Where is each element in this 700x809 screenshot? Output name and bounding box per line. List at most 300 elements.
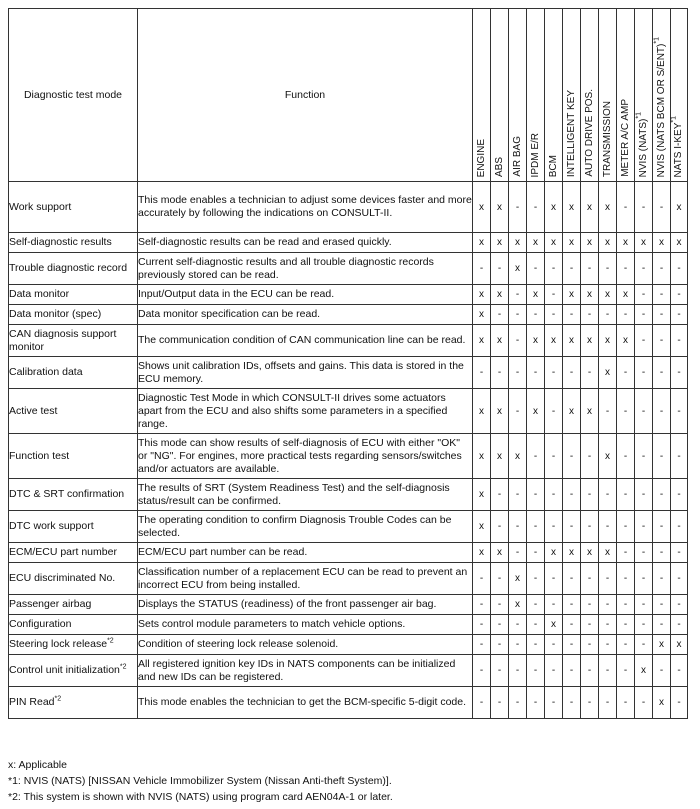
applicability-cell: - [473, 655, 491, 687]
applicability-cell: x [671, 233, 688, 253]
applicability-cell: - [491, 253, 509, 285]
applicability-cell: - [563, 655, 581, 687]
system-header [509, 9, 527, 182]
applicability-cell: - [653, 325, 671, 357]
applicability-cell: - [617, 511, 635, 543]
applicability-cell: - [491, 305, 509, 325]
applicability-cell: - [599, 563, 617, 595]
applicability-cell: - [653, 615, 671, 635]
mode-cell [9, 389, 138, 434]
mode-label: PIN Read [9, 696, 55, 708]
system-header [653, 9, 671, 182]
applicability-cell: - [653, 357, 671, 389]
table-row [9, 595, 688, 615]
applicability-cell: x [491, 543, 509, 563]
function-cell: Diagnostic Test Mode in which CONSULT-II drives some actuators apart from the ECU and also shifts some parameters in a specified range. [138, 389, 473, 434]
applicability-cell: - [635, 595, 653, 615]
function-cell: Current self-diagnostic results and all trouble diagnostic records previously stored can be read. [138, 253, 473, 285]
applicability-cell: x [491, 389, 509, 434]
applicability-cell: x [581, 543, 599, 563]
applicability-cell: - [617, 563, 635, 595]
system-label: TRANSMISSION [601, 100, 613, 177]
applicability-cell: - [671, 511, 688, 543]
mode-column-header: Diagnostic test mode [9, 9, 138, 182]
applicability-cell: x [545, 543, 563, 563]
applicability-cell: - [617, 635, 635, 655]
table-row [9, 635, 688, 655]
applicability-cell: x [473, 285, 491, 305]
mode-label: ECU discriminated No. [9, 572, 116, 584]
applicability-cell: - [653, 389, 671, 434]
applicability-cell: x [545, 233, 563, 253]
applicability-cell: - [527, 253, 545, 285]
applicability-cell: - [653, 563, 671, 595]
applicability-cell: - [527, 511, 545, 543]
applicability-cell: - [491, 655, 509, 687]
applicability-cell: - [599, 253, 617, 285]
applicability-cell: x [599, 357, 617, 389]
applicability-cell: x [599, 233, 617, 253]
applicability-cell: - [527, 479, 545, 511]
system-label: NVIS (NATS BCM OR S/ENT) [655, 43, 667, 177]
applicability-cell: - [635, 563, 653, 595]
function-cell: ECM/ECU part number can be read. [138, 543, 473, 563]
applicability-cell: - [617, 687, 635, 719]
applicability-cell: - [563, 434, 581, 479]
applicability-cell: x [473, 389, 491, 434]
mode-cell [9, 325, 138, 357]
applicability-cell: - [581, 305, 599, 325]
system-label: IPDM E/R [529, 132, 541, 177]
applicability-cell: x [545, 182, 563, 233]
mode-label: Function test [9, 449, 70, 462]
mode-cell [9, 285, 138, 305]
applicability-cell: - [509, 655, 527, 687]
applicability-cell: x [527, 285, 545, 305]
system-label: ENGINE [475, 138, 487, 177]
system-label: NATS I-KEY [673, 122, 684, 177]
applicability-cell: x [563, 233, 581, 253]
mode-cell [9, 305, 138, 325]
applicability-cell: x [509, 434, 527, 479]
table-row [9, 687, 688, 719]
mode-footnote-ref: *2 [54, 695, 62, 703]
function-cell: Self-diagnostic results can be read and erased quickly. [138, 233, 473, 253]
applicability-cell: - [545, 655, 563, 687]
applicability-cell: x [509, 595, 527, 615]
applicability-cell: - [599, 635, 617, 655]
mode-cell [9, 253, 138, 285]
applicability-cell: - [617, 655, 635, 687]
applicability-cell: x [581, 285, 599, 305]
footnotes [8, 757, 393, 805]
function-cell: All registered ignition key IDs in NATS components can be initialized and new IDs can be registered. [138, 655, 473, 687]
function-cell: Data monitor specification can be read. [138, 305, 473, 325]
applicability-cell: x [527, 389, 545, 434]
applicability-cell: - [599, 655, 617, 687]
applicability-cell: - [671, 305, 688, 325]
applicability-cell: - [563, 357, 581, 389]
applicability-cell: - [671, 543, 688, 563]
applicability-cell: x [599, 182, 617, 233]
applicability-cell: x [617, 285, 635, 305]
applicability-cell: x [473, 305, 491, 325]
applicability-cell: - [527, 687, 545, 719]
mode-label: Passenger airbag [9, 598, 92, 610]
applicability-cell: - [545, 357, 563, 389]
applicability-cell: - [653, 285, 671, 305]
table-row [9, 615, 688, 635]
applicability-cell: - [545, 253, 563, 285]
function-cell: Condition of steering lock release solenoid. [138, 635, 473, 655]
applicability-cell: x [581, 182, 599, 233]
mode-label: Active test [9, 404, 58, 417]
applicability-cell: - [491, 511, 509, 543]
system-header [563, 9, 581, 182]
applicability-cell: - [653, 253, 671, 285]
system-label: ABS [493, 156, 505, 177]
applicability-cell: - [473, 563, 491, 595]
applicability-cell: - [491, 563, 509, 595]
mode-cell [9, 233, 138, 253]
applicability-cell: x [563, 389, 581, 434]
applicability-cell: - [545, 389, 563, 434]
system-header [671, 9, 688, 182]
applicability-cell: - [635, 285, 653, 305]
system-label: AUTO DRIVE POS. [583, 89, 595, 177]
applicability-cell: - [581, 655, 599, 687]
applicability-cell: - [581, 563, 599, 595]
applicability-cell: - [563, 687, 581, 719]
applicability-cell: - [545, 511, 563, 543]
applicability-cell: - [581, 635, 599, 655]
applicability-cell: - [671, 389, 688, 434]
applicability-cell: - [599, 687, 617, 719]
applicability-cell: x [473, 479, 491, 511]
table-row [9, 357, 688, 389]
system-label: AIR BAG [511, 136, 523, 177]
applicability-cell: - [473, 687, 491, 719]
applicability-cell: - [653, 543, 671, 563]
table-row [9, 325, 688, 357]
applicability-cell: - [671, 285, 688, 305]
applicability-cell: x [491, 182, 509, 233]
applicability-cell: - [581, 511, 599, 543]
applicability-cell: - [563, 635, 581, 655]
applicability-cell: - [581, 479, 599, 511]
applicability-cell: x [473, 233, 491, 253]
table-row [9, 253, 688, 285]
note-2: *2: This system is shown with NVIS (NATS) using program card AEN04A-1 or later. [8, 791, 393, 803]
note-1: *1: NVIS (NATS) [NISSAN Vehicle Immobilizer System (Nissan Anti-theft System)]. [8, 775, 392, 787]
applicability-cell: - [653, 595, 671, 615]
applicability-cell: - [509, 615, 527, 635]
applicability-cell: x [491, 285, 509, 305]
applicability-cell: - [581, 357, 599, 389]
applicability-cell: - [635, 357, 653, 389]
system-header [527, 9, 545, 182]
applicability-cell: - [635, 543, 653, 563]
applicability-cell: - [473, 615, 491, 635]
mode-footnote-ref: *2 [119, 663, 127, 671]
applicability-cell: - [563, 511, 581, 543]
applicability-cell: - [473, 595, 491, 615]
applicability-cell: - [491, 479, 509, 511]
function-cell: Input/Output data in the ECU can be read. [138, 285, 473, 305]
mode-label: Steering lock release [9, 638, 108, 650]
mode-cell [9, 434, 138, 479]
mode-cell [9, 615, 138, 635]
table-row [9, 389, 688, 434]
applicability-cell: - [527, 357, 545, 389]
system-header [617, 9, 635, 182]
function-cell: This mode enables the technician to get the BCM-specific 5-digit code. [138, 687, 473, 719]
applicability-cell: x [527, 325, 545, 357]
applicability-cell: - [563, 595, 581, 615]
diagnostic-mode-table [8, 8, 688, 719]
applicability-cell: - [599, 511, 617, 543]
applicability-cell: - [671, 357, 688, 389]
mode-cell [9, 511, 138, 543]
mode-label: ECM/ECU part number [9, 546, 117, 558]
applicability-cell: - [617, 389, 635, 434]
applicability-cell: - [527, 635, 545, 655]
applicability-cell: - [545, 563, 563, 595]
applicability-cell: - [617, 434, 635, 479]
applicability-cell: - [545, 479, 563, 511]
system-label: METER A/C AMP [619, 99, 631, 177]
table-row [9, 233, 688, 253]
applicability-cell: - [617, 595, 635, 615]
applicability-cell: - [563, 253, 581, 285]
applicability-cell: x [599, 434, 617, 479]
applicability-cell: - [527, 543, 545, 563]
applicability-cell: x [653, 635, 671, 655]
mode-label: Data monitor [9, 288, 70, 300]
system-footnote-ref: *1 [635, 111, 643, 119]
applicability-cell: - [545, 687, 563, 719]
system-label: INTELLIGENT KEY [565, 89, 577, 177]
applicability-cell: - [653, 511, 671, 543]
applicability-cell: - [509, 357, 527, 389]
function-column-header: Function [138, 9, 473, 182]
table-row [9, 543, 688, 563]
applicability-cell: - [509, 285, 527, 305]
applicability-cell: - [653, 479, 671, 511]
function-cell: Classification number of a replacement ECU can be read to prevent an incorrect ECU from being installed. [138, 563, 473, 595]
applicability-cell: - [473, 635, 491, 655]
applicability-cell: - [599, 389, 617, 434]
system-header [545, 9, 563, 182]
applicability-cell: x [473, 182, 491, 233]
applicability-cell: - [527, 595, 545, 615]
function-cell: This mode enables a technician to adjust some devices faster and more accurately by following the indications on CONSULT-II. [138, 182, 473, 233]
applicability-cell: - [653, 305, 671, 325]
applicability-cell: x [545, 325, 563, 357]
applicability-cell: - [635, 511, 653, 543]
applicability-cell: - [509, 305, 527, 325]
applicability-cell: - [527, 563, 545, 595]
mode-cell [9, 563, 138, 595]
applicability-cell: - [635, 305, 653, 325]
applicability-cell: x [473, 543, 491, 563]
applicability-cell: - [545, 285, 563, 305]
applicability-cell: - [671, 595, 688, 615]
applicability-cell: x [563, 285, 581, 305]
mode-cell [9, 687, 138, 719]
table-row [9, 479, 688, 511]
mode-cell [9, 357, 138, 389]
applicability-cell: x [473, 511, 491, 543]
applicability-cell: - [617, 543, 635, 563]
system-header [473, 9, 491, 182]
applicability-cell: x [599, 543, 617, 563]
mode-cell [9, 182, 138, 233]
mode-label: CAN diagnosis support monitor [9, 327, 117, 353]
applicability-cell: - [473, 253, 491, 285]
applicability-cell: - [635, 434, 653, 479]
applicability-cell: x [473, 434, 491, 479]
system-header [581, 9, 599, 182]
applicability-cell: - [635, 325, 653, 357]
mode-label: Data monitor (spec) [9, 308, 102, 320]
system-footnote-ref: *1 [653, 36, 661, 44]
applicability-cell: - [509, 543, 527, 563]
applicability-cell: - [509, 479, 527, 511]
applicability-cell: - [671, 325, 688, 357]
function-cell: Displays the STATUS (readiness) of the front passenger air bag. [138, 595, 473, 615]
applicability-cell: - [581, 595, 599, 615]
table-row [9, 511, 688, 543]
applicability-cell: x [653, 687, 671, 719]
applicability-cell: - [563, 563, 581, 595]
system-footnote-ref: *1 [670, 115, 678, 123]
applicability-cell: - [545, 305, 563, 325]
applicability-cell: - [671, 615, 688, 635]
mode-label: DTC work support [9, 520, 94, 532]
applicability-cell: x [617, 325, 635, 357]
applicability-cell: - [527, 434, 545, 479]
applicability-cell: - [671, 563, 688, 595]
applicability-cell: - [545, 635, 563, 655]
applicability-cell: - [527, 615, 545, 635]
applicability-cell: - [617, 615, 635, 635]
applicability-cell: - [671, 253, 688, 285]
mode-cell [9, 595, 138, 615]
applicability-cell: - [581, 253, 599, 285]
applicability-cell: - [545, 434, 563, 479]
applicability-cell: x [491, 434, 509, 479]
mode-label: Control unit initialization [9, 664, 120, 676]
applicability-cell: - [671, 434, 688, 479]
function-cell: The results of SRT (System Readiness Test) and the self-diagnosis status/result can be confirmed. [138, 479, 473, 511]
applicability-cell: x [509, 253, 527, 285]
mode-footnote-ref: *2 [107, 637, 114, 645]
table-body [9, 182, 688, 719]
mode-label: Trouble diagnostic record [9, 262, 128, 274]
applicability-cell: x [671, 182, 688, 233]
applicability-cell: - [509, 635, 527, 655]
applicability-cell: - [599, 305, 617, 325]
applicability-cell: - [581, 615, 599, 635]
applicability-cell: - [617, 182, 635, 233]
applicability-cell: - [509, 511, 527, 543]
applicability-cell: - [581, 434, 599, 479]
applicability-cell: - [617, 305, 635, 325]
applicability-cell: x [545, 615, 563, 635]
applicability-cell: x [635, 655, 653, 687]
applicability-cell: - [599, 479, 617, 511]
applicability-cell: x [671, 635, 688, 655]
applicability-cell: - [491, 595, 509, 615]
applicability-cell: - [509, 389, 527, 434]
applicability-cell: x [563, 182, 581, 233]
applicability-cell: x [473, 325, 491, 357]
system-label: BCM [547, 154, 559, 177]
applicability-cell: - [617, 357, 635, 389]
applicability-cell: - [509, 687, 527, 719]
applicability-cell: x [599, 325, 617, 357]
applicability-cell: - [635, 687, 653, 719]
applicability-cell: x [581, 389, 599, 434]
applicability-cell: - [527, 305, 545, 325]
mode-label: Self-diagnostic results [9, 236, 112, 248]
mode-label: DTC & SRT confirmation [9, 488, 125, 500]
function-cell: Sets control module parameters to match vehicle options. [138, 615, 473, 635]
function-cell: This mode can show results of self-diagnosis of ECU with either "OK" or "NG". For engines, more practical tests regarding sensors/switches and/or actuators are available. [138, 434, 473, 479]
applicability-cell: - [527, 182, 545, 233]
table-row [9, 305, 688, 325]
applicability-cell: - [653, 434, 671, 479]
table-row [9, 655, 688, 687]
applicability-cell: - [581, 687, 599, 719]
applicability-cell: x [491, 233, 509, 253]
function-cell: The communication condition of CAN communication line can be read. [138, 325, 473, 357]
function-cell: The operating condition to confirm Diagnosis Trouble Codes can be selected. [138, 511, 473, 543]
table-row [9, 563, 688, 595]
applicability-cell: - [599, 615, 617, 635]
system-header [635, 9, 653, 182]
applicability-cell: - [635, 615, 653, 635]
applicability-cell: x [527, 233, 545, 253]
applicability-cell: - [671, 687, 688, 719]
applicability-cell: - [599, 595, 617, 615]
applicability-cell: - [635, 635, 653, 655]
applicability-cell: - [653, 182, 671, 233]
mode-cell [9, 479, 138, 511]
header-row [9, 9, 688, 182]
applicability-cell: - [509, 182, 527, 233]
applicability-cell: - [653, 655, 671, 687]
applicability-cell: x [563, 325, 581, 357]
applicability-cell: x [653, 233, 671, 253]
applicability-cell: - [545, 595, 563, 615]
applicability-cell: - [473, 357, 491, 389]
applicability-cell: x [563, 543, 581, 563]
applicability-cell: - [671, 479, 688, 511]
applicability-cell: - [491, 635, 509, 655]
mode-label: Calibration data [9, 366, 83, 378]
table-row [9, 434, 688, 479]
applicability-cell: - [563, 615, 581, 635]
mode-cell [9, 655, 138, 687]
mode-cell [9, 635, 138, 655]
mode-label: Work support [9, 200, 72, 213]
mode-label: Configuration [9, 618, 72, 630]
applicability-cell: - [671, 655, 688, 687]
applicability-cell: x [635, 233, 653, 253]
applicability-cell: - [635, 479, 653, 511]
